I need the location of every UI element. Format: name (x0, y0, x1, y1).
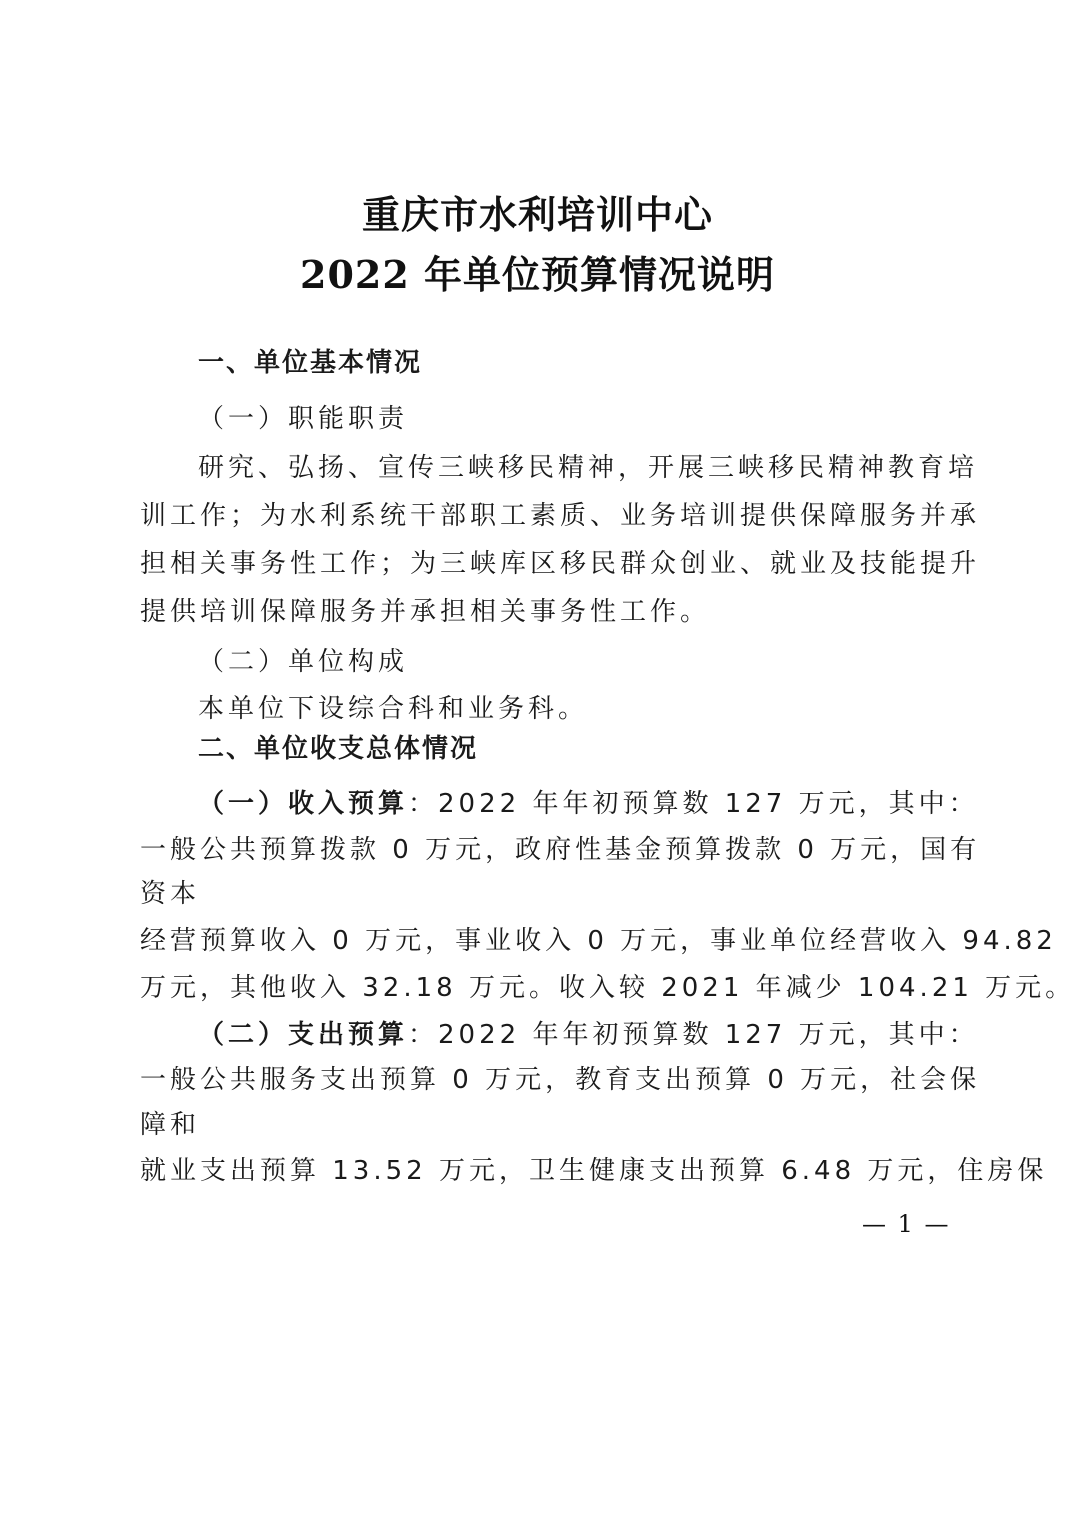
document-title-line1: 重庆市水利培训中心 (361, 192, 713, 237)
paragraph-line: 经营预算收入 0 万元，事业收入 0 万元，事业单位经营收入 94.82 (140, 926, 1057, 956)
expense-first-line (198, 1014, 979, 1051)
paragraph-line: 担相关事务性工作；为三峡库区移民群众创业、就业及技能提升 (140, 549, 981, 579)
page-number: — 1 — (862, 1210, 951, 1238)
paragraph-line: 一般公共服务支出预算 0 万元，教育支出预算 0 万元，社会保 (140, 1065, 981, 1095)
paragraph-line: 训工作；为水利系统干部职工素质、业务培训提供保障服务并承 (140, 501, 981, 531)
paragraph-line: 万元，其他收入 32.18 万元。收入较 2021 年减少 104.21 万元。 (140, 973, 1075, 1003)
income-label: （一）收入预算 (198, 789, 409, 819)
section1-sub1-heading: （一）职能职责 (198, 404, 409, 434)
expense-label: （二）支出预算 (198, 1020, 409, 1050)
section1-sub2-heading: （二）单位构成 (198, 647, 409, 677)
document-title-line2: 2022 年单位预算情况说明 (300, 252, 775, 297)
paragraph-line: 障和 (140, 1110, 201, 1140)
paragraph-line: 就业支出预算 13.52 万元，卫生健康支出预算 6.48 万元，住房保 (140, 1156, 1048, 1186)
paragraph-line: 一般公共预算拨款 0 万元，政府性基金预算拨款 0 万元，国有 (140, 835, 981, 865)
income-first-line (198, 783, 979, 820)
paragraph-line: 本单位下设综合科和业务科。 (198, 694, 589, 724)
section1-heading: 一、单位基本情况 (198, 348, 423, 378)
paragraph-line: 资本 (140, 879, 201, 909)
income-first-line-text: ：2022 年年初预算数 127 万元，其中： (408, 789, 979, 819)
expense-first-line-text: ：2022 年年初预算数 127 万元，其中： (408, 1020, 979, 1050)
paragraph-line: 提供培训保障服务并承担相关事务性工作。 (140, 597, 711, 627)
section2-heading: 二、单位收支总体情况 (198, 734, 479, 764)
paragraph-line: 研究、弘扬、宣传三峡移民精神，开展三峡移民精神教育培 (198, 453, 979, 483)
